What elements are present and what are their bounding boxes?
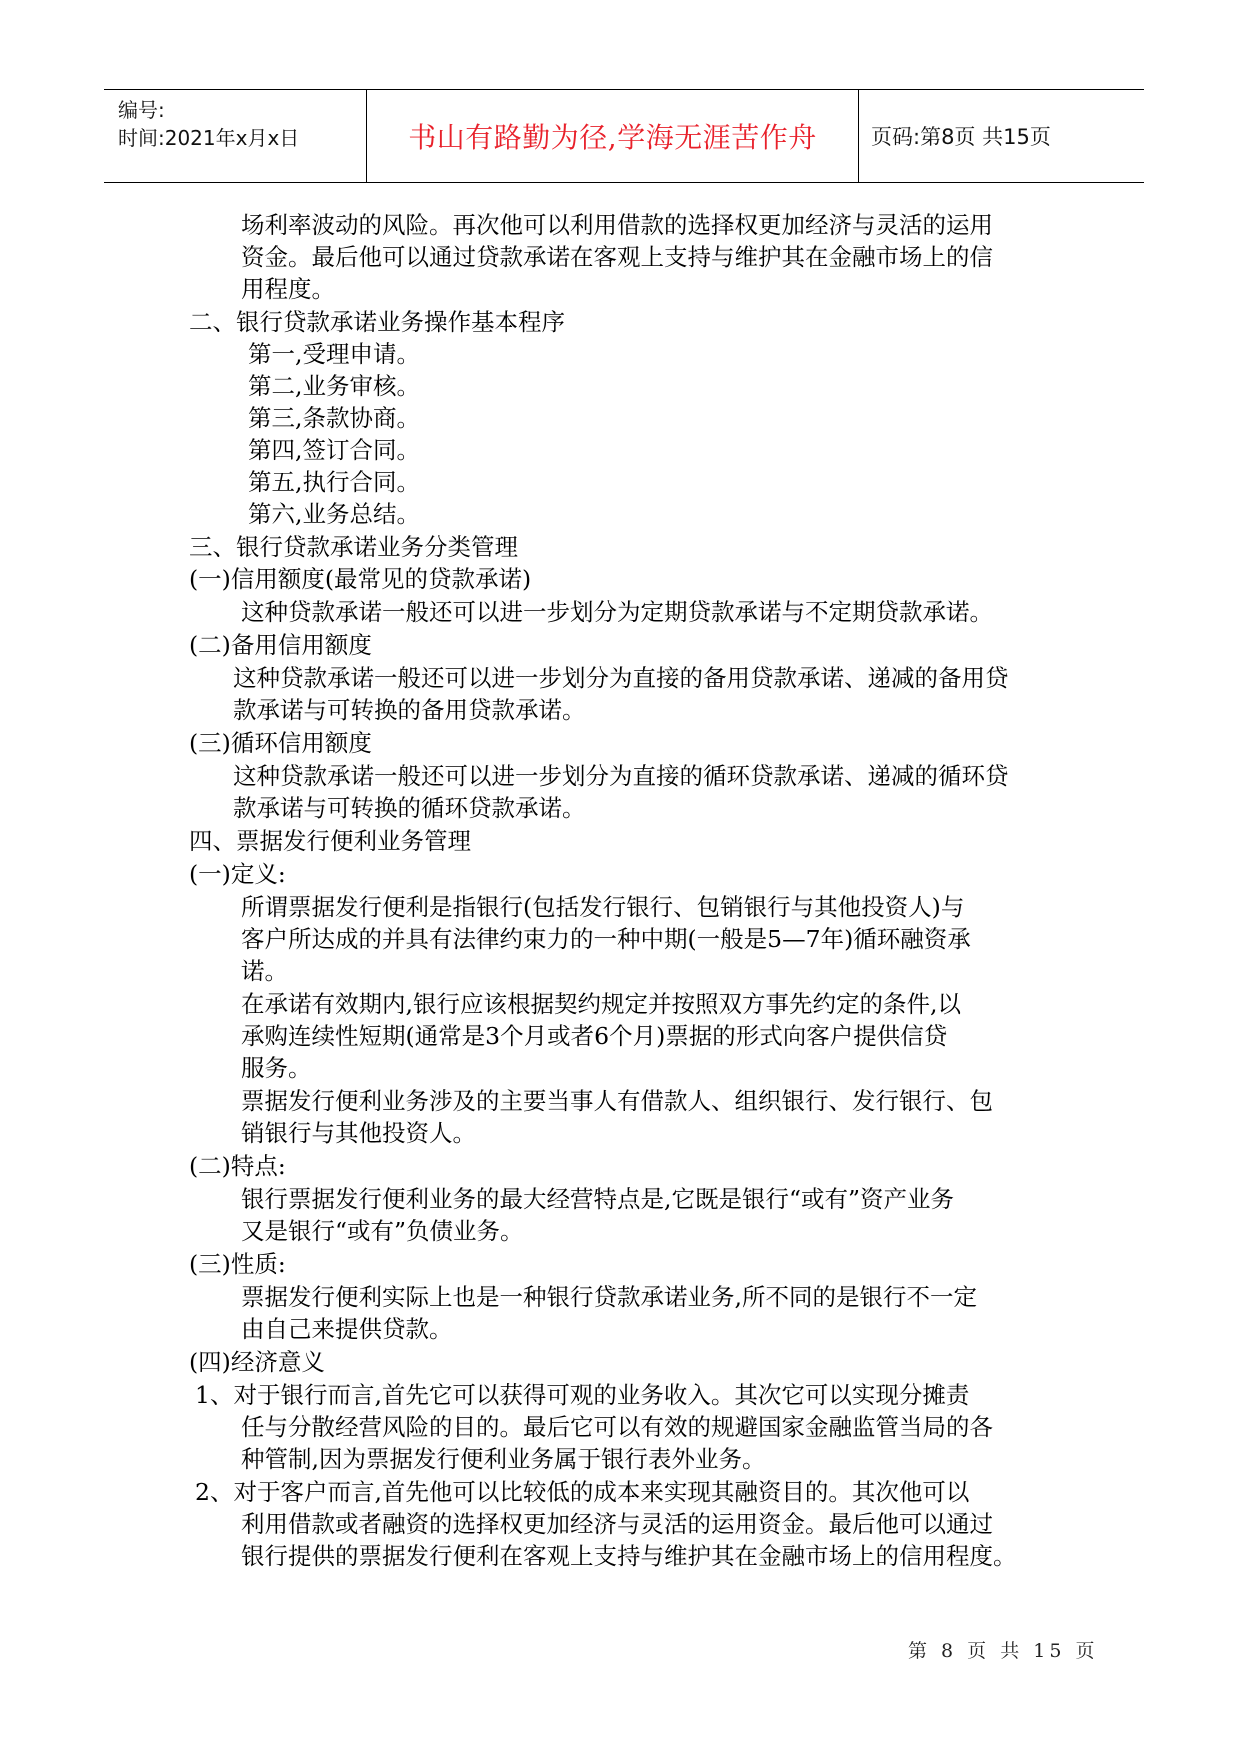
body-line: 由自己来提供贷款。 <box>241 1315 453 1343</box>
body-line: 利用借款或者融资的选择权更加经济与灵活的运用资金。最后他可以通过 <box>241 1510 993 1538</box>
body-line: 诺。 <box>241 957 288 985</box>
body-line: 任与分散经营风险的目的。最后它可以有效的规避国家金融监管当局的各 <box>241 1413 993 1441</box>
body-line: 票据发行便利业务涉及的主要当事人有借款人、组织银行、发行银行、包 <box>241 1087 993 1115</box>
body-line: 资金。最后他可以通过贷款承诺在客观上支持与维护其在金融市场上的信 <box>241 243 993 271</box>
body-line: 销银行与其他投资人。 <box>241 1119 476 1147</box>
subsection-heading: (一)定义: <box>189 860 286 888</box>
subsection-heading: (二)备用信用额度 <box>189 631 372 659</box>
page-footer: 第 8 页 共 15 页 <box>908 1640 1099 1662</box>
document-number-label: 编号: <box>118 98 165 122</box>
body-line: 承购连续性短期(通常是3个月或者6个月)票据的形式向客户提供信贷 <box>241 1022 948 1050</box>
subsection-heading: (四)经济意义 <box>189 1348 325 1376</box>
body-line: 款承诺与可转换的循环贷款承诺。 <box>233 794 586 822</box>
section-heading: 三、银行贷款承诺业务分类管理 <box>189 533 518 561</box>
body-line: 第六,业务总结。 <box>248 500 420 528</box>
body-line: 第三,条款协商。 <box>248 404 420 432</box>
body-line: 这种贷款承诺一般还可以进一步划分为直接的循环贷款承诺、递减的循环贷 <box>233 762 1009 790</box>
section-heading: 四、票据发行便利业务管理 <box>189 827 471 855</box>
header-motto-cell <box>367 90 859 182</box>
numbered-item: 1、对于银行而言,首先它可以获得可观的业务收入。其次它可以实现分摊责 <box>195 1381 970 1409</box>
subsection-heading: (二)特点: <box>189 1152 286 1180</box>
subsection-heading: (一)信用额度(最常见的贷款承诺) <box>189 565 532 593</box>
body-line: 种管制,因为票据发行便利业务属于银行表外业务。 <box>241 1445 766 1473</box>
body-line: 第五,执行合同。 <box>248 468 420 496</box>
body-line: 服务。 <box>241 1054 312 1082</box>
header-meta-cell <box>104 90 367 182</box>
body-line: 用程度。 <box>241 275 335 303</box>
body-line: 这种贷款承诺一般还可以进一步划分为直接的备用贷款承诺、递减的备用贷 <box>233 664 1009 692</box>
document-header <box>104 89 1144 183</box>
body-line: 款承诺与可转换的备用贷款承诺。 <box>233 696 586 724</box>
body-line: 第一,受理申请。 <box>248 340 420 368</box>
body-line: 票据发行便利实际上也是一种银行贷款承诺业务,所不同的是银行不一定 <box>241 1283 977 1311</box>
document-time-label: 时间:2021年x月x日 <box>118 126 300 150</box>
body-line: 银行票据发行便利业务的最大经营特点是,它既是银行“或有”资产业务 <box>241 1185 954 1213</box>
numbered-item: 2、对于客户而言,首先他可以比较低的成本来实现其融资目的。其次他可以 <box>195 1478 970 1506</box>
header-motto: 书山有路勤为径,学海无涯苦作舟 <box>408 121 817 154</box>
body-line: 第二,业务审核。 <box>248 372 420 400</box>
section-heading: 二、银行贷款承诺业务操作基本程序 <box>189 308 565 336</box>
body-line: 所谓票据发行便利是指银行(包括发行银行、包销银行与其他投资人)与 <box>241 893 965 921</box>
subsection-heading: (三)性质: <box>189 1250 286 1278</box>
body-line: 这种贷款承诺一般还可以进一步划分为定期贷款承诺与不定期贷款承诺。 <box>241 598 993 626</box>
body-line: 场利率波动的风险。再次他可以利用借款的选择权更加经济与灵活的运用 <box>241 211 993 239</box>
header-page-code: 页码:第8页 共15页 <box>871 125 1051 149</box>
body-line: 第四,签订合同。 <box>248 436 420 464</box>
header-page-cell <box>859 90 1144 182</box>
body-line: 在承诺有效期内,银行应该根据契约规定并按照双方事先约定的条件,以 <box>241 990 961 1018</box>
subsection-heading: (三)循环信用额度 <box>189 729 372 757</box>
body-line: 银行提供的票据发行便利在客观上支持与维护其在金融市场上的信用程度。 <box>241 1542 1017 1570</box>
body-line: 又是银行“或有”负债业务。 <box>241 1217 524 1245</box>
body-line: 客户所达成的并具有法律约束力的一种中期(一般是5—7年)循环融资承 <box>241 925 971 953</box>
